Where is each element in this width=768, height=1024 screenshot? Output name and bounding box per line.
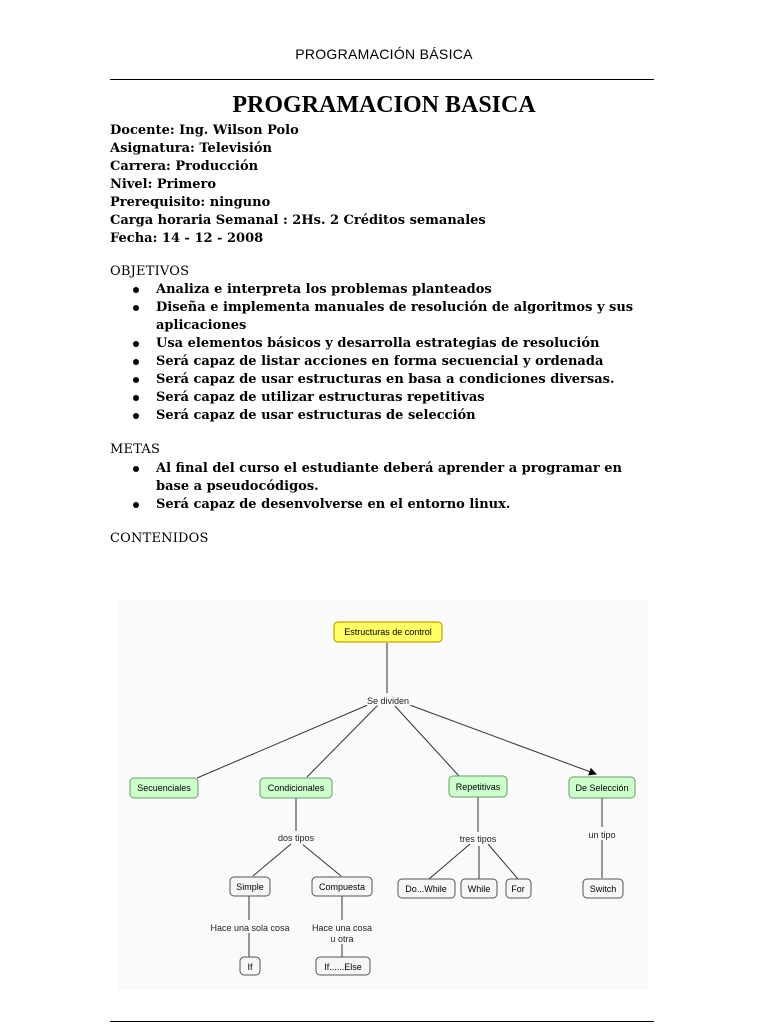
map-node-for-label: For [511, 884, 525, 894]
meta-carrera: Carrera: Producción [110, 159, 259, 174]
list-item: Analiza e interpreta los problemas planteados [110, 281, 650, 299]
meta-nivel: Nivel: Primero [110, 177, 217, 192]
map-link-u-otra: u otra [330, 934, 354, 944]
footer-rule [110, 1021, 654, 1022]
map-node-while-label: While [467, 884, 491, 894]
map-link-un-tipo: un tipo [588, 830, 616, 840]
objetivos-heading: OBJETIVOS [110, 264, 190, 279]
list-item: Será capaz de usar estructuras de selección [110, 407, 650, 425]
list-item: Al final del curso el estudiante deberá aprender a programar en base a pseudocódigos. [110, 460, 650, 496]
list-item: Será capaz de usar estructuras en basa a condiciones diversas. [110, 371, 650, 389]
list-item: Usa elementos básicos y desarrolla estrategias de resolución [110, 335, 650, 353]
bullet-icon [133, 466, 139, 472]
meta-asignatura: Asignatura: Televisión [110, 141, 272, 156]
header-rule [110, 79, 654, 80]
map-node-condicionales-label: Condicionales [267, 783, 325, 793]
bullet-icon [133, 502, 139, 508]
meta-prerequisito: Prerequisito: ninguno [110, 195, 271, 210]
map-node-do-while-label: Do...While [405, 884, 447, 894]
map-link-dos-tipos: dos tipos [277, 833, 315, 843]
document-title: PROGRAMACION BASICA [232, 92, 536, 118]
meta-carga-horaria: Carga horaria Semanal : 2Hs. 2 Créditos semanales [110, 213, 486, 228]
bullet-icon [133, 359, 139, 365]
concept-map [118, 600, 648, 990]
bullet-icon [133, 395, 139, 401]
map-link-hace-una-sola-cosa: Hace una sola cosa [210, 923, 290, 933]
bullet-icon [133, 341, 139, 347]
map-link-hace-una-cosa: Hace una cosa [311, 923, 373, 933]
bullet-icon [133, 413, 139, 419]
list-item: Será capaz de desenvolverse en el entorno linux. [110, 496, 650, 514]
list-item: Será capaz de utilizar estructuras repetitivas [110, 389, 650, 407]
map-node-compuesta-label: Compuesta [318, 882, 366, 892]
objetivos-list [110, 281, 650, 425]
course-meta [110, 122, 670, 248]
bullet-icon [133, 287, 139, 293]
map-node-if-else-label: If......Else [324, 962, 362, 972]
metas-list [110, 460, 650, 514]
list-item: Será capaz de listar acciones en forma secuencial y ordenada [110, 353, 650, 371]
map-link-se-dividen: Se dividen [366, 696, 410, 706]
running-header: PROGRAMACIÓN BÁSICA [295, 46, 473, 62]
map-node-root-label: Estructuras de control [344, 627, 432, 637]
map-node-repetitivas-label: Repetitivas [455, 782, 501, 792]
contenidos-heading: CONTENIDOS [110, 531, 209, 546]
meta-fecha: Fecha: 14 - 12 - 2008 [110, 231, 264, 246]
map-node-switch-label: Switch [589, 884, 617, 894]
metas-heading: METAS [110, 442, 161, 457]
map-node-de-seleccion-label: De Selección [575, 783, 629, 793]
map-node-simple-label: Simple [236, 882, 264, 892]
list-item: Diseña e implementa manuales de resolución de algoritmos y sus aplicaciones [110, 299, 650, 335]
map-node-secuenciales-label: Secuenciales [137, 783, 191, 793]
meta-docente: Docente: Ing. Wilson Polo [110, 123, 299, 138]
map-node-if-label: If [247, 962, 253, 972]
map-link-tres-tipos: tres tipos [459, 834, 497, 844]
bullet-icon [133, 377, 139, 383]
bullet-icon [133, 305, 139, 311]
